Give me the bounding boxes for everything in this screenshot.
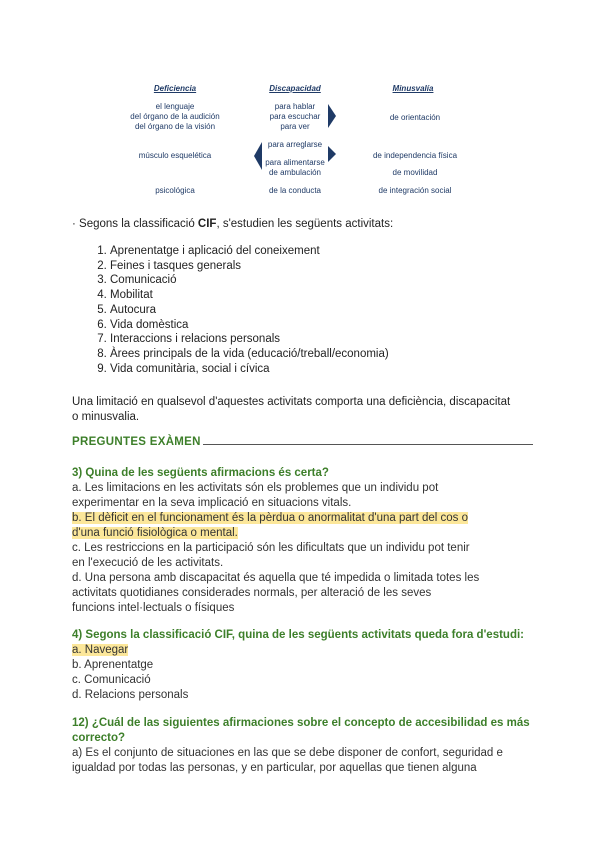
highlighted-answer: b. El dèficit en el funcionament és la pèrdua o anormalitat d'una part del cos o xyxy=(72,512,468,524)
option-c-cont: en l'execució de les activitats. xyxy=(72,557,224,569)
list-item: 1. Aprenentatge i aplicació del coneixement xyxy=(110,244,389,259)
option-c: c. Comunicació xyxy=(72,674,151,686)
option-d-cont: funcions intel·lectuals o físiques xyxy=(72,602,235,614)
list-item: 3. Comunicació xyxy=(110,273,389,288)
deficiencia-item: del órgano de la visión xyxy=(134,122,216,131)
who-classification-diagram xyxy=(110,80,490,200)
option-a: a. Les limitacions en les activitats són els problemes que un individu pot xyxy=(72,482,439,494)
limitation-paragraph: Una limitació en qualsevol d'aquestes activitats comporta una deficiència, discapacitat o minusvalia. xyxy=(72,396,511,423)
question-4 xyxy=(72,628,524,703)
question-title-cont: correcto? xyxy=(72,732,126,744)
section-heading xyxy=(72,436,533,448)
question-3 xyxy=(72,466,479,616)
heading-underline xyxy=(203,444,533,445)
intro-text xyxy=(72,218,393,230)
diagram-header-minusvalia: Minusvalía xyxy=(392,84,434,93)
list-item: 6. Vida domèstica xyxy=(110,318,389,333)
diagram-header-deficiencia: Deficiencia xyxy=(153,84,197,93)
arrow-left-icon xyxy=(254,142,262,170)
option-a-cont: igualdad por todas las personas, y en particular, por aquellas que tienen alguna xyxy=(72,762,477,774)
deficiencia-item: músculo esquelética xyxy=(138,151,212,160)
list-item: 4. Mobilitat xyxy=(110,288,389,303)
option-b: b. Aprenentatge xyxy=(72,659,154,671)
highlighted-answer: a. Navegar xyxy=(72,644,129,656)
discapacidad-item: para ver xyxy=(280,122,310,131)
minusvalia-item: de movilidad xyxy=(392,168,438,177)
list-item: 8. Àrees principals de la vida (educació/treball/economia) xyxy=(110,347,389,362)
list-item: 7. Interaccions i relacions personals xyxy=(110,332,389,347)
section-title: PREGUNTES EXÀMEN xyxy=(72,436,201,448)
option-d-cont: activitats quotidianes considerades normals, per alteració de les seves xyxy=(72,587,432,599)
question-title: 4) Segons la classificació CIF, quina de les següents activitats queda fora d'estudi: xyxy=(72,629,525,641)
diagram-arrows xyxy=(110,80,490,200)
option-a: a) Es el conjunto de situaciones en las que se debe disponer de confort, seguridad e xyxy=(72,747,503,759)
question-title: 3) Quina de les següents afirmacions és certa? xyxy=(72,467,329,479)
discapacidad-item: de la conducta xyxy=(268,186,322,195)
discapacidad-item: de ambulación xyxy=(268,168,322,177)
discapacidad-item: para hablar xyxy=(274,102,316,111)
discapacidad-item: para alimentarse xyxy=(265,158,325,167)
minusvalia-item: de integración social xyxy=(378,186,452,195)
minusvalia-item: de independencia física xyxy=(372,151,458,160)
option-c: c. Les restriccions en la participació són les dificultats que un individu pot tenir xyxy=(72,542,470,554)
activities-list xyxy=(72,244,389,376)
highlighted-answer: d'una funció fisiològica o mental. xyxy=(72,527,238,539)
question-12 xyxy=(72,716,530,776)
question-title: 12) ¿Cuál de las siguientes afirmaciones sobre el concepto de accesibilidad es más xyxy=(72,717,530,729)
intro-suffix: , s'estudien les següents activitats: xyxy=(216,218,394,230)
option-b-answer-cont xyxy=(72,526,479,541)
list-item: 9. Vida comunitària, social i cívica xyxy=(110,362,389,377)
list-item: 2. Feines i tasques generals xyxy=(110,259,389,274)
option-d: d. Relacions personals xyxy=(72,689,189,701)
diagram-header-discapacidad: Discapacidad xyxy=(269,84,321,93)
list-item: 5. Autocura xyxy=(110,303,389,318)
minusvalia-item: de orientación xyxy=(389,113,441,122)
intro-cif: CIF xyxy=(197,218,217,230)
option-a-answer xyxy=(72,643,524,658)
option-b-answer xyxy=(72,511,479,526)
option-a-cont: experimentar en la seva implicació en situacions vitals. xyxy=(72,497,352,509)
deficiencia-item: del órgano de la audición xyxy=(130,112,220,121)
option-d: d. Una persona amb discapacitat és aquella que té impedida o limitada totes les xyxy=(72,572,480,584)
discapacidad-item: para escuchar xyxy=(269,112,321,121)
arrow-right-icon xyxy=(328,104,336,128)
intro-prefix: · Segons la classificació xyxy=(72,218,198,230)
arrow-right-icon xyxy=(328,146,336,162)
discapacidad-item: para arreglarse xyxy=(267,140,323,149)
deficiencia-item: psicológica xyxy=(155,186,195,195)
deficiencia-item: el lenguaje xyxy=(155,102,195,111)
